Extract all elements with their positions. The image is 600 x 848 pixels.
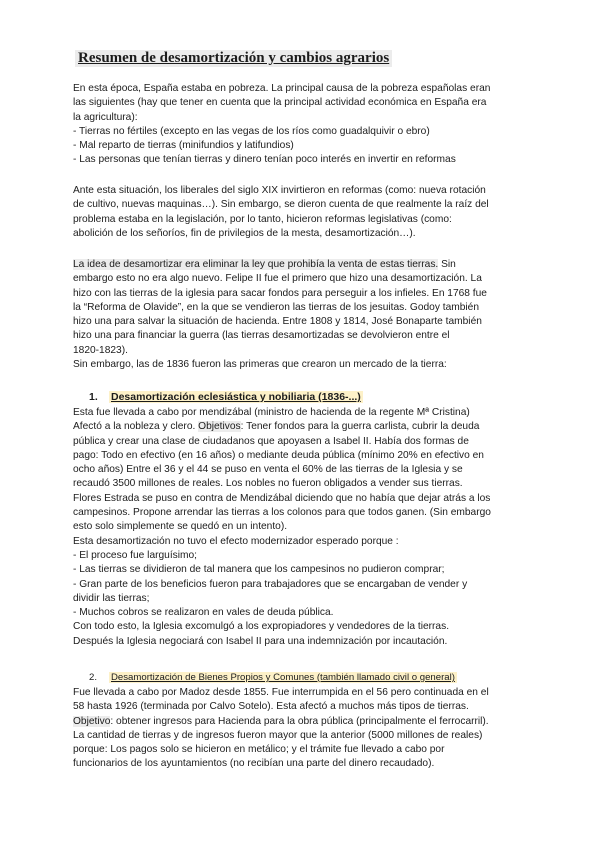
text-line: ocho años) Entre el 36 y el 44 se puso en venta el 60% de las tierras de la Iglesia y se: [73, 464, 463, 476]
text-line: La cantidad de tierras y de ingresos fueron mayor que la anterior (5000 millones de reales): [73, 729, 483, 741]
text-span: : Tener fondos para la guerra carlista, cubrir la deuda: [240, 421, 480, 433]
text-line: 1820-1823).: [73, 344, 128, 356]
list-item: - El proceso fue larguísimo;: [73, 549, 198, 561]
highlighted-text: La idea de desamortizar era eliminar la ley que prohibía la venta de estas tierras.: [73, 259, 439, 270]
idea-paragraph: [73, 258, 487, 372]
text-span: Sin: [438, 259, 456, 270]
text-line: Ante esta situación, los liberales del siglo XIX invirtieron en reformas (como: nueva rotación: [73, 185, 486, 196]
text-span: : obtener ingresos para Hacienda para la obra pública (principalmente el ferrocarril).: [110, 715, 489, 727]
liberals-paragraph: [73, 184, 489, 241]
list-item: - Muchos cobros se realizaron en vales de deuda pública.: [73, 607, 334, 619]
text-line: de cultivo, nuevas maquinas…). Sin embargo, se dieron cuenta de que realmente la raíz del: [73, 199, 489, 211]
text-line: hizo con las tierras de la iglesia para sacar fondos para perseguir a los infieles. En 1768 fue: [73, 287, 487, 299]
text-line: Esta fue llevada a cabo por mendizábal (ministro de hacienda de la regente Mª Cristina): [73, 407, 470, 418]
list-item: - Las tierras se dividieron de tal manera que los campesinos no pudieron comprar;: [73, 564, 445, 576]
section-title: Desamortización de Bienes Propios y Comunes (también llamado civil o general): [111, 672, 455, 683]
text-line: recaudó 3500 millones de reales. Los nobles no fueron obligados a vender sus tierras.: [73, 478, 463, 490]
section-number: 2.: [89, 672, 98, 683]
text-line: [73, 715, 489, 729]
section-2-heading: [89, 672, 457, 683]
text-line: las siguientes (hay que tener en cuenta que la principal actividad económica en España era: [73, 97, 487, 109]
text-line: embargo esto no era algo nuevo. Felipe II fue el primero que hizo una desamortización. La: [73, 273, 482, 285]
text-line: campesinos. Propone arrendar las tierras a los colonos para que todos ganen. (Sin embargo: [73, 507, 491, 519]
list-item: dividir las tierras;: [73, 592, 150, 604]
section-title: Desamortización eclesiástica y nobiliaria (1836-...): [111, 391, 361, 403]
list-item: - Mal reparto de tierras (minifundios y latifundios): [73, 140, 294, 152]
text-line: pública y crear una clase de ciudadanos que apoyasen a Isabel II. Había dos formas de: [73, 435, 469, 447]
text-line: problema estaba en la legislación, por lo tanto, hicieron reformas legislativas (como:: [73, 213, 452, 225]
list-item: - Tierras no fértiles (excepto en las vegas de los ríos como guadalquivir o ebro): [73, 125, 430, 137]
text-line: hizo una para salvar la situación de hacienda. Entre 1808 y 1814, José Bonaparte también: [73, 316, 482, 328]
text-line: funcionarios de los ayuntamientos (no recibían una parte del dinero recaudado).: [73, 758, 435, 770]
text-line: [73, 420, 491, 434]
text-line: En esta época, España estaba en pobreza. La principal causa de la pobreza españolas eran: [73, 83, 491, 94]
text-line: [73, 258, 487, 272]
section-1-heading: [89, 391, 363, 403]
text-line: Después la Iglesia negociará con Isabel II para una indemnización por incautación.: [73, 635, 448, 647]
text-line: Flores Estrada se puso en contra de Mendizábal diciendo que no había que dejar atrás a los: [73, 492, 491, 504]
highlighted-text: Objetivo: [73, 715, 111, 727]
text-span: Afectó a la nobleza y clero.: [73, 421, 199, 433]
text-line: abolición de los señoríos, fin de privilegios de la mesta, desamortización…).: [73, 227, 416, 239]
list-item: - Las personas que tenían tierras y dinero tenían poco interés en invertir en reformas: [73, 154, 456, 166]
text-line: Esta desamortización no tuvo el efecto modernizador esperado porque :: [73, 535, 399, 547]
intro-paragraph: [73, 82, 490, 168]
document-title: Resumen de desamortización y cambios agrarios: [75, 50, 392, 67]
section-number: 1.: [89, 391, 98, 403]
highlighted-text: Objetivos: [198, 421, 241, 433]
text-line: Sin embargo, las de 1836 fueron las primeras que crearon un mercado de la tierra:: [73, 359, 447, 371]
text-line: 58 hasta 1926 (terminada por Calvo Sotelo). Esta afectó a muchos más tipos de tierras.: [73, 701, 469, 713]
text-line: pago: Todo en efectivo (en 16 años) o mediante deuda pública (mínimo 20% en efectivo en: [73, 449, 484, 461]
text-line: la “Reforma de Olavide”, en la que se vendieron las tierras de los jesuitas. Godoy también: [73, 301, 480, 313]
text-line: la agricultura):: [73, 111, 138, 123]
text-line: porque: Los pagos solo se hicieron en metálico; y el trámite fue llevado a cabo por: [73, 744, 445, 756]
section-2-body: [73, 686, 489, 772]
list-item: - Gran parte de los beneficios fueron para trabajadores que se encargaban de vender y: [73, 578, 468, 590]
section-1-body: [73, 406, 491, 649]
text-line: Fue llevada a cabo por Madoz desde 1855. Fue interrumpida en el 56 pero continuada en el: [73, 687, 489, 698]
text-line: Con todo esto, la Iglesia excomulgó a los expropiadores y vendedores de la tierras.: [73, 621, 450, 633]
text-line: hizo una para financiar la guerra (las tierras desamortizadas se devolvieron entre el: [73, 330, 450, 342]
text-line: esto solo simplemente se quedó en un intento).: [73, 521, 288, 533]
